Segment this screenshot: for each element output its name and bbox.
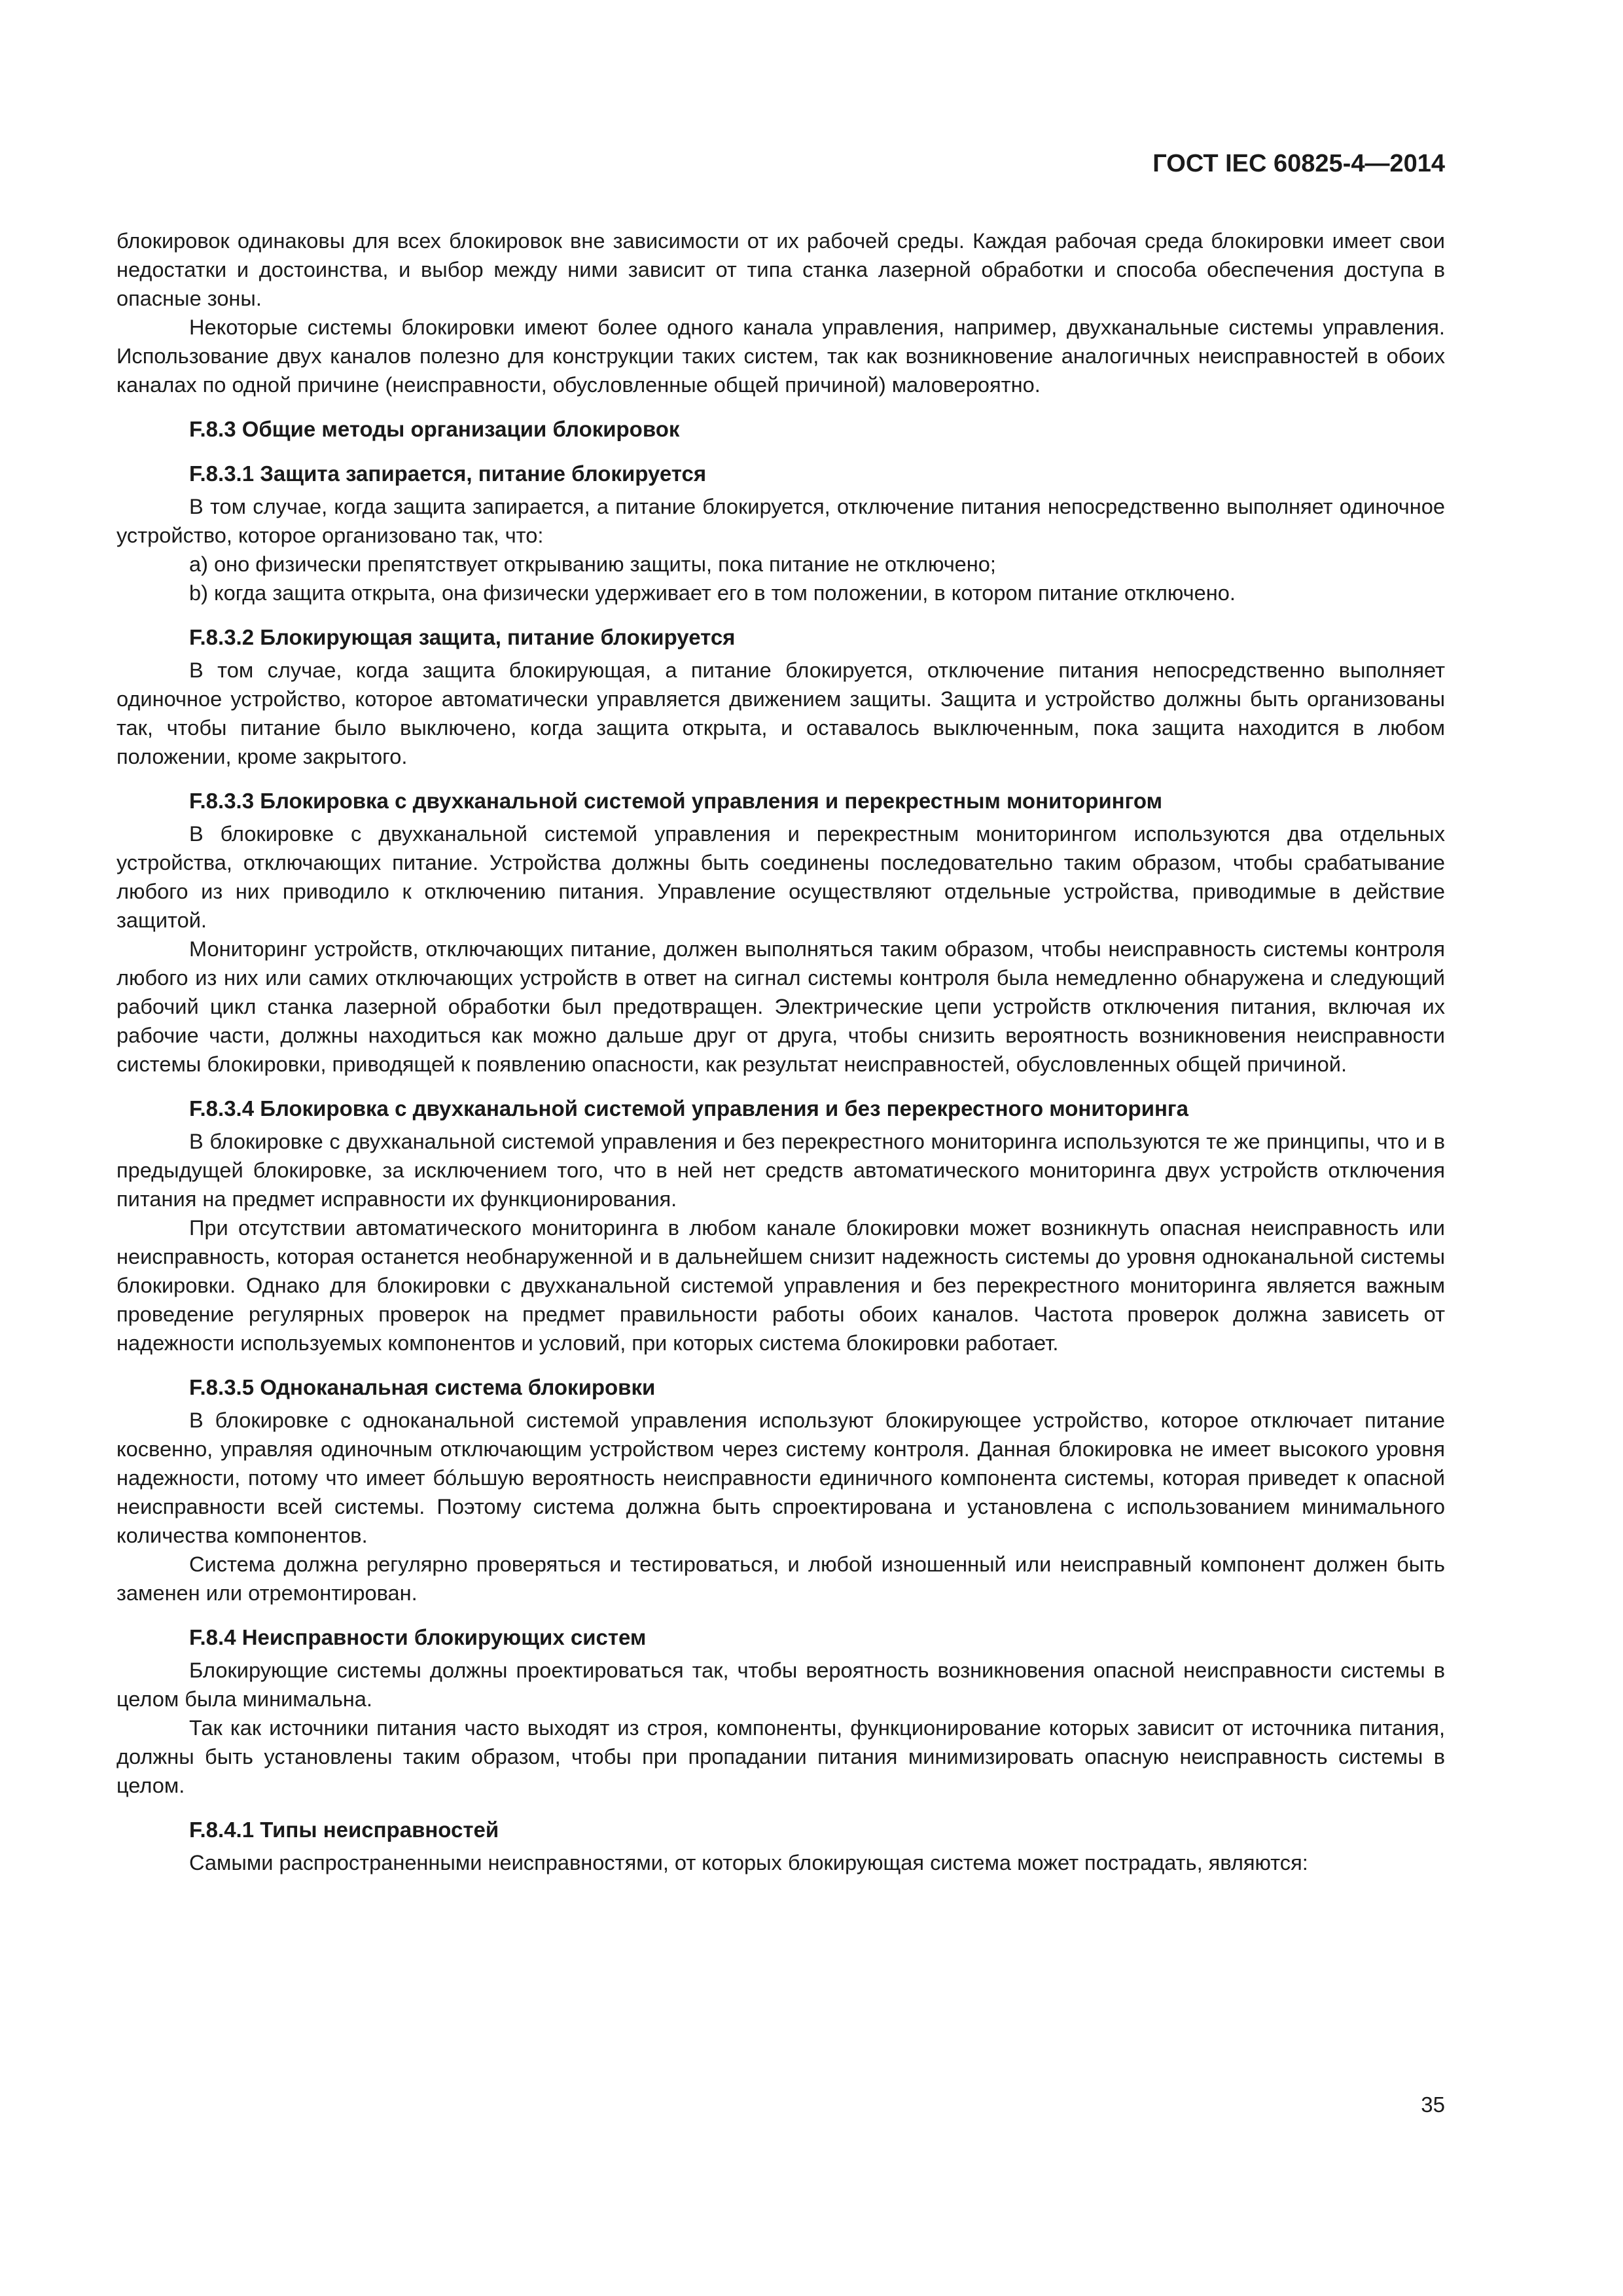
- document-body: [116, 226, 1445, 1877]
- body-paragraph: a) оно физически препятствует открыванию защиты, пока питание не отключено;: [189, 552, 996, 576]
- body-paragraph: Так как источники питания часто выходят из строя, компоненты, функционирование которых зависит от источника питания, должны быть установлены таким образом, чтобы при пропадании питания минимизировать опасную неисправность системы в целом.: [116, 1715, 1445, 1797]
- body-paragraph: В блокировке с двухканальной системой управления и перекрестным мониторингом используются два отдельных устройства, отключающих питание. Устройства должны быть соединены последовательно таким образом, чтобы срабатывание любого из них приводило к отключению питания. Управление осуществляют отдельные устройства, приводимые в действие защитой.: [116, 821, 1445, 932]
- body-paragraph: Некоторые системы блокировки имеют более одного канала управления, например, двухканальные системы управления. Использование двух каналов полезно для конструкции таких систем, так как возникновение аналогичных неисправностей в обоих каналах по одной причине (неисправности, обусловленные общей причиной) маловероятно.: [116, 315, 1445, 397]
- body-paragraph: Самыми распространенными неисправностями, от которых блокирующая система может пострадать, являются:: [189, 1850, 1308, 1874]
- section-heading: F.8.3.5 Одноканальная система блокировки: [189, 1375, 656, 1399]
- section-heading: F.8.3.2 Блокирующая защита, питание блокируется: [189, 625, 736, 649]
- body-paragraph: В том случае, когда защита блокирующая, а питание блокируется, отключение питания непосредственно выполняет одиночное устройство, которое автоматически управляется движением защиты. Защита и устройство должны быть организованы так, чтобы питание было выключено, когда защита открыта, и оставалось выключенным, пока защита находится в любом положении, кроме закрытого.: [116, 658, 1445, 768]
- section-heading: F.8.3.4 Блокировка с двухканальной системой управления и без перекрестного мониторинга: [189, 1096, 1189, 1121]
- document-page: [116, 0, 1445, 2296]
- body-paragraph: В блокировке с двухканальной системой управления и без перекрестного мониторинга используются те же принципы, что и в предыдущей блокировке, за исключением того, что в ней нет средств автоматического мониторинга двух устройств отключения питания на предмет исправности их функционирования.: [116, 1129, 1445, 1211]
- section-heading: F.8.3 Общие методы организации блокировок: [189, 417, 680, 441]
- body-paragraph: В блокировке с одноканальной системой управления используют блокирующее устройство, которое отключает питание косвенно, управляя одиночным отключающим устройством через систему контроля. Данная блокировка не имеет высокого уровня надежности, потому что имеет бóльшую вероятность неисправности единичного компонента системы, которая приведет к опасной неисправности всей системы. Поэтому система должна быть спроектирована и установлена с использованием минимального количества компонентов.: [116, 1408, 1445, 1547]
- body-paragraph: Мониторинг устройств, отключающих питание, должен выполняться таким образом, чтобы неисправность системы контроля любого из них или самих отключающих устройств в ответ на сигнал системы контроля была немедленно обнаружена и следующий рабочий цикл станка лазерной обработки был предотвращен. Электрические цепи устройств отключения питания, включая их рабочие части, должны находиться как можно дальше друг от друга, чтобы снизить вероятность возникновения неисправности системы блокировки, приводящей к появлению опасности, как результат неисправностей, обусловленных общей причиной.: [116, 937, 1445, 1076]
- body-paragraph: Система должна регулярно проверяться и тестироваться, и любой изношенный или неисправный компонент должен быть заменен или отремонтирован.: [116, 1552, 1445, 1605]
- body-paragraph: Блокирующие системы должны проектироваться так, чтобы вероятность возникновения опасной неисправности системы в целом была минимальна.: [116, 1658, 1445, 1711]
- section-heading: F.8.3.3 Блокировка с двухканальной системой управления и перекрестным мониторингом: [189, 789, 1163, 813]
- page-number: 35: [1421, 2092, 1445, 2117]
- document-code-header: ГОСТ IEC 60825-4—2014: [1152, 150, 1445, 177]
- section-heading: F.8.3.1 Защита запирается, питание блокируется: [189, 461, 707, 486]
- section-heading: F.8.4.1 Типы неисправностей: [189, 1818, 499, 1842]
- body-paragraph: При отсутствии автоматического мониторинга в любом канале блокировки может возникнуть опасная неисправность или неисправность, которая останется необнаруженной и в дальнейшем снизит надежность системы до уровня одноканальной системы блокировки. Однако для блокировки с двухканальной системой управления и без перекрестного мониторинга является важным проведение регулярных проверок на предмет правильности работы обоих каналов. Частота проверок должна зависеть от надежности используемых компонентов и условий, при которых система блокировки работает.: [116, 1215, 1445, 1355]
- section-heading: F.8.4 Неисправности блокирующих систем: [189, 1625, 647, 1649]
- body-paragraph: b) когда защита открыта, она физически удерживает его в том положении, в котором питание отключено.: [189, 581, 1236, 605]
- body-paragraph: блокировок одинаковы для всех блокировок вне зависимости от их рабочей среды. Каждая рабочая среда блокировки имеет свои недостатки и достоинства, и выбор между ними зависит от типа станка лазерной обработки и способа обеспечения доступа в опасные зоны.: [116, 228, 1445, 310]
- body-paragraph: В том случае, когда защита запирается, а питание блокируется, отключение питания непосредственно выполняет одиночное устройство, которое организовано так, что:: [116, 494, 1445, 547]
